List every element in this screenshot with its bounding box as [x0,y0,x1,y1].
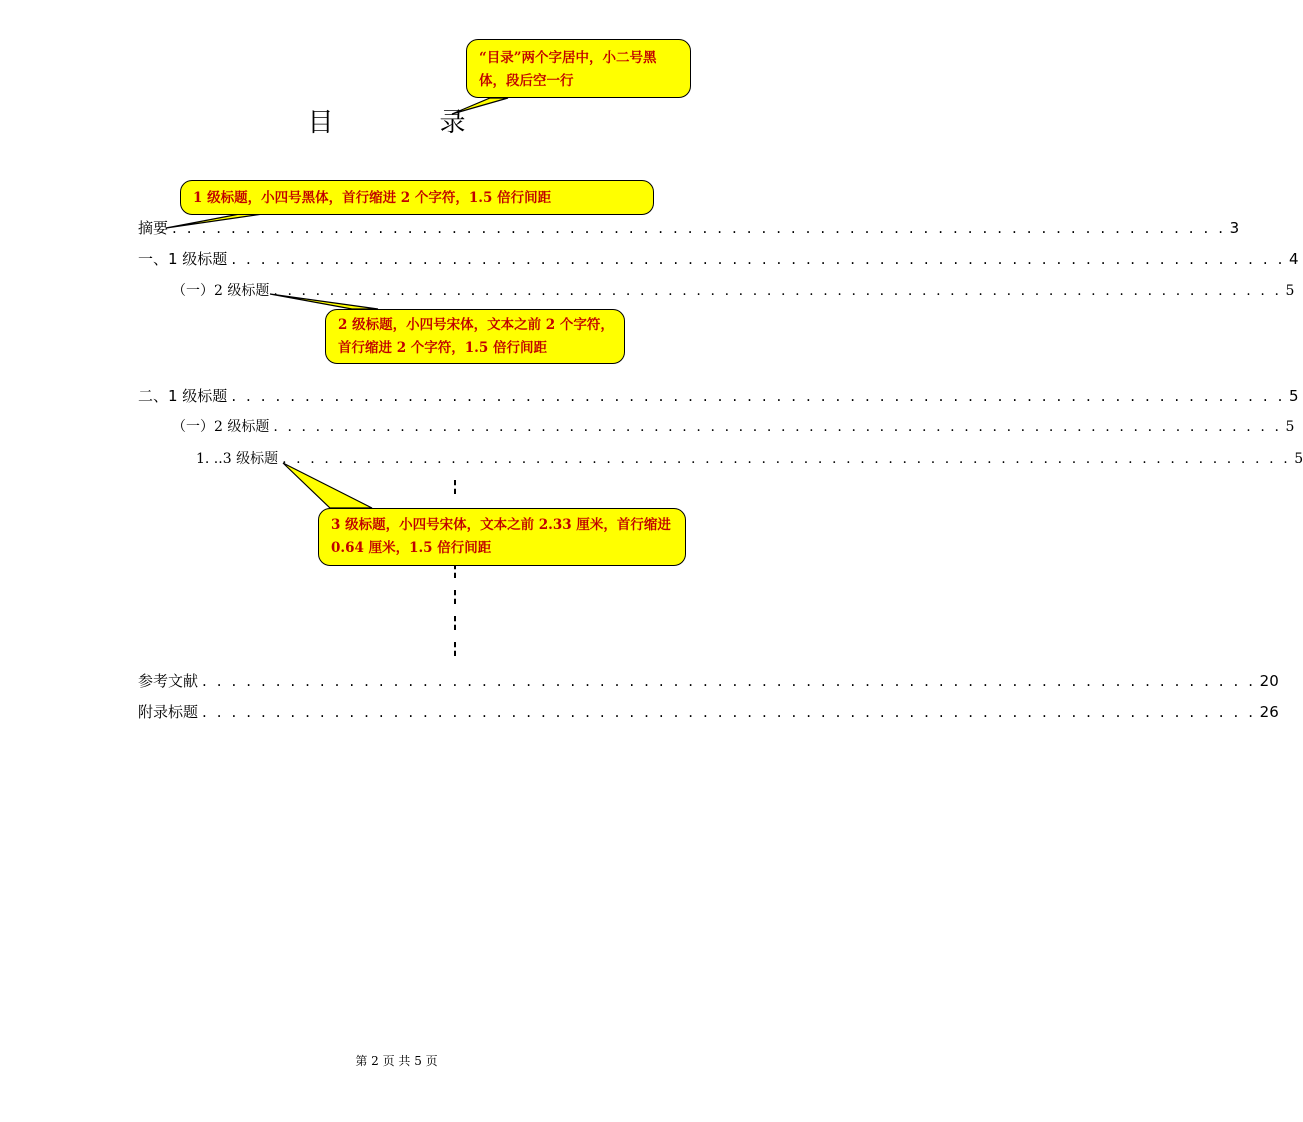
toc-leader-dots: . . . . . . . . . . . . . . . . . . . . . . . . . . . . . . . . . . . . . . . . . . . . . . . . . . . . . . . . . . . . . . . . . . . . . . . . [231,250,1285,268]
toc-leader-dots: . . . . . . . . . . . . . . . . . . . . . . . . . . . . . . . . . . . . . . . . . . . . . . . . . . . . . . . . . . . . . . . . . . . . . . . . [172,219,1226,237]
level1-format-callout: 1 级标题，小四号黑体，首行缩进 2 个字符，1.5 倍行间距 [180,180,654,215]
toc-entry-page: 26 [1259,703,1279,721]
level3-callout-pointer [283,463,372,508]
toc-entry-label: 参考文献 [138,672,199,690]
toc-leader-dots: . . . . . . . . . . . . . . . . . . . . . . . . . . . . . . . . . . . . . . . . . . . . . . . . . . . . . . . . . . . . . . . . . . . . . . . . [282,451,1291,467]
toc-entry-page: 20 [1259,672,1279,690]
toc-entry-label: （一）2 级标题 [172,283,270,299]
toc-entry-label: （一）2 级标题 [172,419,270,435]
toc-entry-page: 5 [1285,419,1295,435]
toc-entry-label: 二、1 级标题 [138,387,228,405]
toc-leader-dots: . . . . . . . . . . . . . . . . . . . . . . . . . . . . . . . . . . . . . . . . . . . . . . . . . . . . . . . . . . . . . . . . . . . . . . . . [202,672,1256,690]
level1-callout-pointer [166,213,270,228]
toc-entry-label: 一、1 级标题 [138,250,228,268]
toc-entry-label: 1. ..3 级标题 [196,451,279,467]
toc-entry-page: 3 [1229,219,1240,237]
page-footer: 第 2 页 共 5 页 [355,1054,438,1068]
toc-entry-label: 摘要 [138,219,169,237]
toc-entry-page: 4 [1288,250,1299,268]
level2-callout-pointer [270,294,378,309]
toc-entry-page: 5 [1285,283,1295,299]
toc-leader-dots: . . . . . . . . . . . . . . . . . . . . . . . . . . . . . . . . . . . . . . . . . . . . . . . . . . . . . . . . . . . . . . . . . . . . . . . . [231,387,1285,405]
level2-format-callout: 2 级标题，小四号宋体，文本之前 2 个字符，首行缩进 2 个字符，1.5 倍行间距 [325,309,625,364]
toc-leader-dots: . . . . . . . . . . . . . . . . . . . . . . . . . . . . . . . . . . . . . . . . . . . . . . . . . . . . . . . . . . . . . . . . . . . . . . . . [273,283,1282,299]
toc-entry-label: 附录标题 [138,703,199,721]
toc-leader-dots: . . . . . . . . . . . . . . . . . . . . . . . . . . . . . . . . . . . . . . . . . . . . . . . . . . . . . . . . . . . . . . . . . . . . . . . . [202,703,1256,721]
title-format-callout: “目录”两个字居中，小二号黑体，段后空一行 [466,39,691,98]
toc-entry-page: 5 [1294,451,1303,467]
toc-entry-page: 5 [1288,387,1299,405]
toc-leader-dots: . . . . . . . . . . . . . . . . . . . . . . . . . . . . . . . . . . . . . . . . . . . . . . . . . . . . . . . . . . . . . . . . . . . . . . . . [273,419,1282,435]
toc-title: 目 录 [307,108,506,138]
level3-format-callout: 3 级标题，小四号宋体，文本之前 2.33 厘米，首行缩进 0.64 厘米，1.5 倍行间距 [318,508,686,566]
title-callout-pointer [452,98,508,114]
